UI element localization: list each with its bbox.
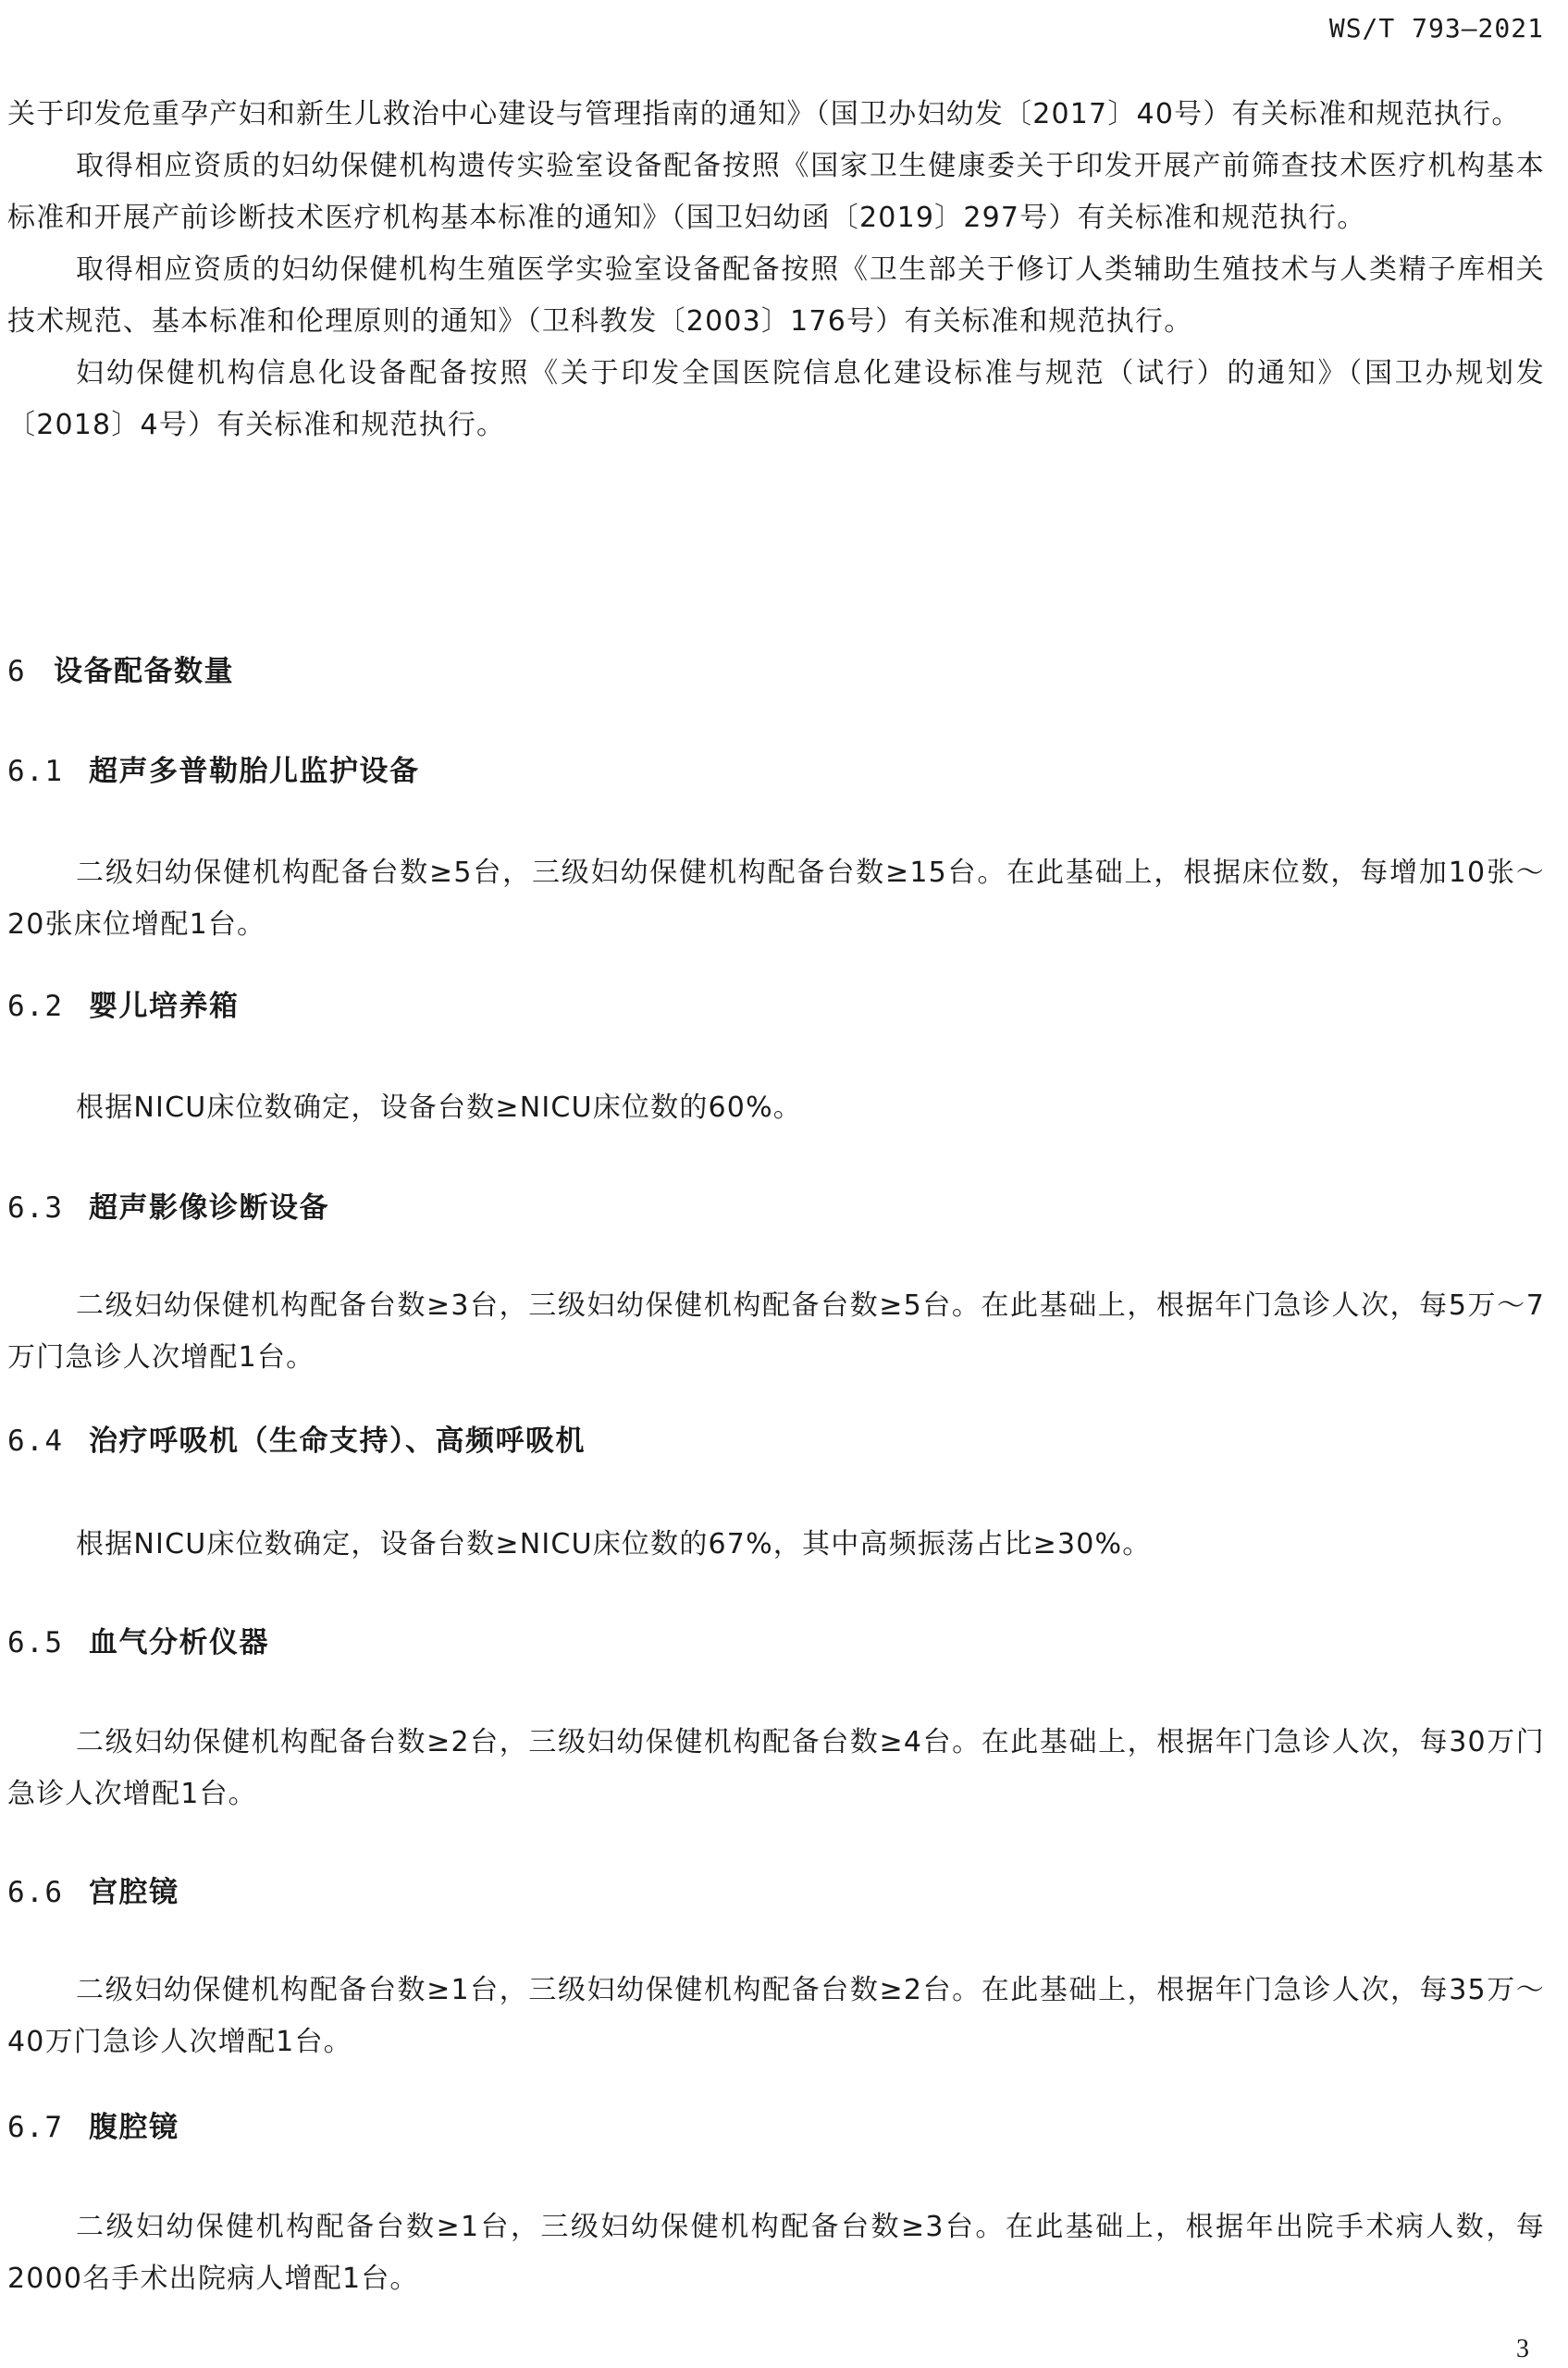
subsection-6-1-body	[7, 847, 1545, 951]
subsection-body: 根据NICU床位数确定，设备台数≥NICU床位数的60%。	[76, 1092, 803, 1124]
subsection-6-2-body	[7, 1082, 1545, 1134]
subsection-6-4	[7, 1423, 1545, 1460]
subsection-title: 超声多普勒胎儿监护设备	[89, 755, 420, 788]
subsection-body: 二级妇幼保健机构配备台数≥2台，三级妇幼保健机构配备台数≥4台。在此基础上，根据年门急诊人次，每30万门急诊人次增配1台。	[7, 1726, 1545, 1810]
subsection-number: 6.3	[7, 1191, 64, 1225]
subsection-body: 二级妇幼保健机构配备台数≥1台，三级妇幼保健机构配备台数≥3台。在此基础上，根据年出院手术病人数，每2000名手术出院病人增配1台。	[7, 2211, 1545, 2295]
subsection-6-6	[7, 1874, 1545, 1911]
subsection-6-5-body	[7, 1717, 1545, 1820]
intro-section	[7, 89, 1545, 451]
subsection-title: 超声影像诊断设备	[89, 1191, 329, 1225]
subsection-number: 6.6	[7, 1876, 64, 1909]
subsection-6-3	[7, 1190, 1545, 1227]
subsection-6-7	[7, 2109, 1545, 2146]
section-heading	[7, 653, 1545, 690]
subsection-body: 二级妇幼保健机构配备台数≥5台，三级妇幼保健机构配备台数≥15台。在此基础上，根据床位数，每增加10张～20张床位增配1台。	[7, 857, 1545, 941]
intro-paragraph-4: 妇幼保健机构信息化设备配备按照《关于印发全国医院信息化建设标准与规范（试行）的通知》（国卫办规划发〔2018〕4号）有关标准和规范执行。	[7, 357, 1545, 441]
subsection-number: 6.4	[7, 1424, 64, 1458]
subsection-6-6-body	[7, 1965, 1545, 2068]
subsection-body: 二级妇幼保健机构配备台数≥1台，三级妇幼保健机构配备台数≥2台。在此基础上，根据年门急诊人次，每35万～40万门急诊人次增配1台。	[7, 1974, 1545, 2058]
subsection-number: 6.7	[7, 2111, 64, 2144]
subsection-6-4-body	[7, 1519, 1545, 1571]
section-title: 设备配备数量	[54, 655, 234, 688]
intro-paragraph-2: 取得相应资质的妇幼保健机构遗传实验室设备配备按照《国家卫生健康委关于印发开展产前筛查技术医疗机构基本标准和开展产前诊断技术医疗机构基本标准的通知》（国卫妇幼函〔2019〕297号）有关标准和规范执行。	[7, 150, 1545, 234]
subsection-6-3-body	[7, 1280, 1545, 1384]
page-number: 3	[1516, 2335, 1529, 2363]
subsection-title: 宫腔镜	[89, 1876, 179, 1909]
intro-paragraph-1: 关于印发危重孕产妇和新生儿救治中心建设与管理指南的通知》（国卫办妇幼发〔2017〕40号）有关标准和规范执行。	[7, 98, 1521, 130]
subsection-6-2	[7, 988, 1545, 1025]
subsection-body: 二级妇幼保健机构配备台数≥3台，三级妇幼保健机构配备台数≥5台。在此基础上，根据年门急诊人次，每5万～7万门急诊人次增配1台。	[7, 1289, 1545, 1374]
subsection-number: 6.1	[7, 755, 64, 788]
subsection-number: 6.2	[7, 990, 64, 1023]
subsection-number: 6.5	[7, 1626, 64, 1659]
subsection-title: 腹腔镜	[89, 2111, 179, 2144]
subsection-title: 治疗呼吸机（生命支持）、高频呼吸机	[89, 1424, 586, 1458]
intro-paragraph-3: 取得相应资质的妇幼保健机构生殖医学实验室设备配备按照《卫生部关于修订人类辅助生殖技术与人类精子库相关技术规范、基本标准和伦理原则的通知》（卫科教发〔2003〕176号）有关标准和规范执行。	[7, 253, 1545, 338]
subsection-body: 根据NICU床位数确定，设备台数≥NICU床位数的67%，其中高频振荡占比≥30%。	[76, 1528, 1152, 1560]
subsection-title: 婴儿培养箱	[89, 990, 240, 1023]
section-number: 6	[7, 655, 27, 688]
subsection-6-7-body	[7, 2202, 1545, 2305]
subsection-title: 血气分析仪器	[89, 1626, 269, 1659]
standard-code-header: WS/T 793—2021	[1328, 13, 1544, 43]
subsection-6-1	[7, 753, 1545, 790]
subsection-6-5	[7, 1624, 1545, 1661]
